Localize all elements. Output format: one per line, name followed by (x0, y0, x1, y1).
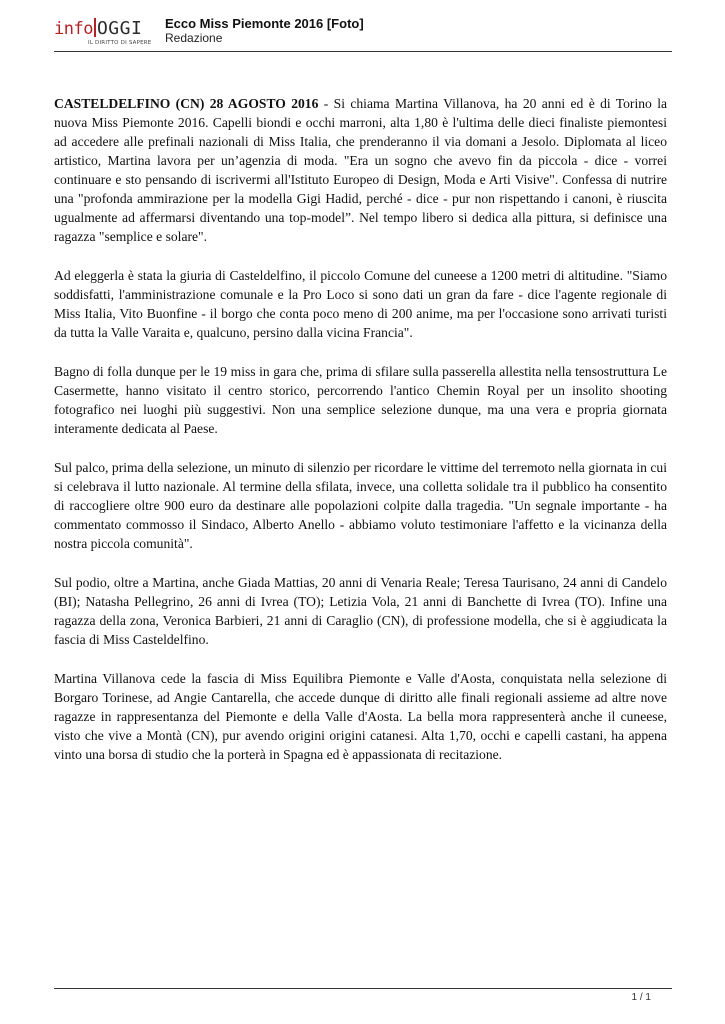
logo-info-text: info (54, 19, 93, 39)
header-text (165, 16, 364, 46)
article-body (54, 94, 667, 784)
article-author: Redazione (165, 31, 223, 45)
article-dateline: CASTELDELFINO (CN) 28 AGOSTO 2016 (54, 96, 319, 111)
logo-separator (94, 18, 96, 37)
header-divider (54, 51, 672, 52)
article-paragraph: Sul palco, prima della selezione, un minuto di silenzio per ricordare le vittime del terremoto nella giornata in cui si celebrava il lutto nazionale. Al termine della sfilata, invece, una colletta solidale tra il pubblico ha consentito di raccogliere oltre 900 euro da destinare alle popolazioni colpite dalla tragedia. "Un segnale importante - ha commentato commosso il Sindaco, Alberto Anello - abbiamo voluto testimoniare l'affetto e la vicinanza della nostra piccola comunità". (54, 460, 667, 551)
logo-oggi-text: OGGI (96, 18, 143, 39)
page-number: 1 / 1 (631, 992, 651, 1003)
article-paragraph: Ad eleggerla è stata la giuria di Casteldelfino, il piccolo Comune del cuneese a 1200 metri di altitudine. "Siamo soddisfatti, l'amministrazione comunale e la Pro Loco si sono dati un gran da fare - dice l'agente regionale di Miss Italia, Vito Buonfine - il borgo che conta poco meno di 200 anime, ma per l'occasione sono arrivati turisti da tutta la Valle Varaita e, qualcuno, persino dalla vicina Francia". (54, 268, 667, 340)
article-paragraph: Sul podio, oltre a Martina, anche Giada Mattias, 20 anni di Venaria Reale; Teresa Taurisano, 24 anni di Candelo (BI); Natasha Pellegrino, 26 anni di Ivrea (TO); Letizia Vola, 21 anni di Banchette di Ivrea (TO). Infine una ragazza della zona, Veronica Barbieri, 21 anni di Caraglio (CN), di professione modella, che si è aggiudicata la fascia di Miss Casteldelfino. (54, 575, 667, 647)
footer-divider (54, 988, 672, 989)
logo-tagline: IL DIRITTO DI SAPERE (88, 40, 152, 46)
paragraph-text: - Si chiama Martina Villanova, ha 20 anni ed è di Torino la nuova Miss Piemonte 2016. Capelli biondi e occhi marroni, alta 1,80 è l'ultima delle dieci finaliste piemontesi ad accedere alle prefinali nazionali di Miss Italia, che prenderanno il via domani a Jesolo. Diplomata al liceo artistico, Martina lavora per un’agenzia di moda. "Era un sogno che avevo fin da piccola - dice - vorrei continuare e sto pensando di iscrivermi all'Istituto Europeo di Design, Moda e Arti Visive". Confessa di nutrire una "profonda ammirazione per la modella Gigi Hadid, perché - dice - pur non rispettando i canoni, è riuscita ugualmente ad affermarsi diventando una top-model”. Nel tempo libero si dedica alla pittura, si definisce una ragazza "semplice e solare". (54, 96, 667, 244)
article-paragraph: Martina Villanova cede la fascia di Miss Equilibra Piemonte e Valle d'Aosta, conquistata nella selezione di Borgaro Torinese, ad Angie Cantarella, che accede dunque di diritto alle finali regionali assieme ad altre nove ragazze in rappresentanza del Piemonte e della Valle d'Aosta. La bella mora rappresenterà anche il cuneese, visto che vive a Montà (CN), pur avendo origini origini catanesi. Alta 1,70, occhi e capelli castani, ha appena vinto una borsa di studio che la porterà in Spagna ed è appassionata di recitazione. (54, 671, 667, 762)
article-paragraph (54, 94, 667, 246)
infooggi-logo (54, 18, 158, 48)
article-title: Ecco Miss Piemonte 2016 [Foto] (165, 16, 364, 31)
article-paragraph: Bagno di folla dunque per le 19 miss in gara che, prima di sfilare sulla passerella allestita nella tensostruttura Le Casermette, hanno visitato il centro storico, percorrendo l'antico Chemin Royal per un insolito shooting fotografico nei luoghi più suggestivi. Non una semplice selezione dunque, ma una vera e propria giornata interamente dedicata al Paese. (54, 364, 667, 436)
page-header (54, 14, 672, 50)
